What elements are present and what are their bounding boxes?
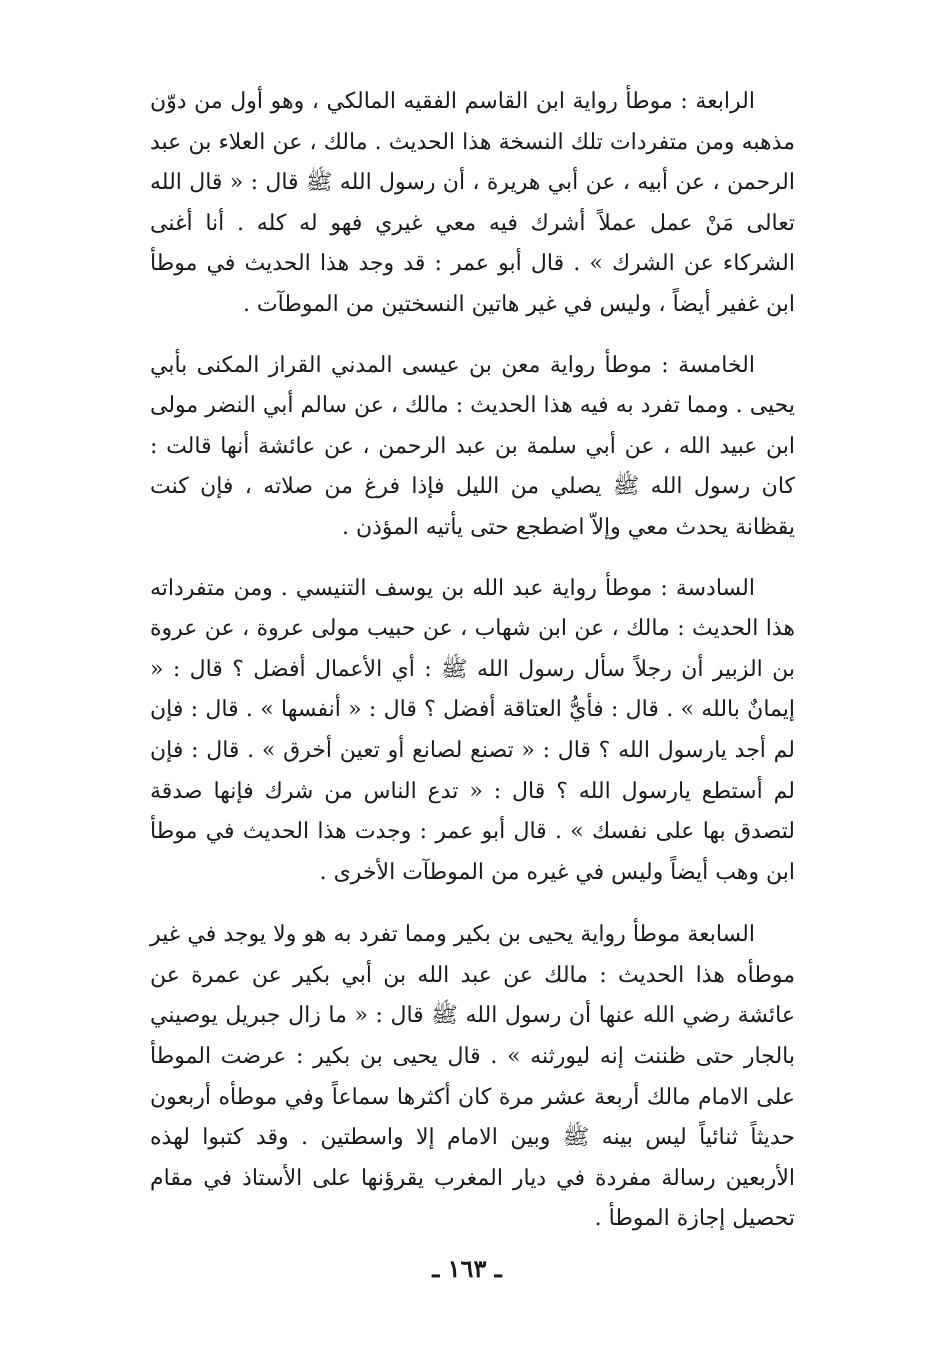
paragraph-spacer bbox=[150, 893, 795, 915]
paragraph-fourth: الرابعة : موطأ رواية ابن القاسم الفقيه المالكي ، وهو أول من دوّن مذهبه ومن متفردات تلك النسخة هذا الحديث . مالك ، عن العلاء بن عبد الرحمن ، عن أبيه ، عن أبي هريرة ، أن رسول الله ﷺ قال : « قال الله تعالى مَنْ عمل عملاً أشرك فيه معي غيري فهو له كله . أنا أغنى الشركاء عن الشرك » . قال أبو عمر : قد وجد هذا الحديث في موطأ ابن غفير أيضاً ، وليس في غير هاتين النسختين من الموطآت . bbox=[150, 89, 795, 317]
paragraph-fifth: الخامسة : موطأ رواية معن بن عيسى المدني القراز المكنى بأبي يحيى . ومما تفرد به فيه هذا الحديث : مالك ، عن سالم أبي النضر مولى ابن عبيد الله ، عن أبي سلمة بن عبد الرحمن ، عن عائشة أنها قالت : كان رسول الله ﷺ يصلي من الليل فإذا فرغ من صلاته ، فإن كنت يقظانة يحدث معي وإلاّ اضطجع حتى يأتيه المؤذن . bbox=[150, 352, 795, 540]
paragraph-spacer bbox=[150, 549, 795, 569]
page-body bbox=[150, 82, 795, 1240]
paragraph-spacer bbox=[150, 326, 795, 346]
paragraph-sixth: السادسة : موطأ رواية عبد الله بن يوسف التنيسي . ومن متفرداته هذا الحديث : مالك ، عن ابن شهاب ، عن حبيب مولى عروة ، عن عروة بن الزبير أن رجلاً سأل رسول الله ﷺ : أي الأعمال أفضل ؟ قال : « إيمانٌ بالله » . قال : فأيُّ العتاقة أفضل ؟ قال : « أنفسها » . قال : فإن لم أجد يارسول الله ؟ قال : « تصنع لصانع أو تعين أخرق » . قال : فإن لم أستطع يارسول الله ؟ قال : « تدع الناس من شرك فإنها صدقة لتصدق بها على نفسك » . قال أبو عمر : وجدت هذا الحديث في موطأ ابن وهب أيضاً وليس في غيره من الموطآت الأخرى . bbox=[150, 575, 795, 885]
page-number: ـ ١٦٣ ـ bbox=[432, 1254, 502, 1283]
paragraph-seventh: السابعة موطأ رواية يحيى بن بكير ومما تفرد به هو ولا يوجد في غير موطأه هذا الحديث : مالك عن عبد الله بن أبي بكير عن عمرة عن عائشة رضي الله عنها أن رسول الله ﷺ قال : « ما زال جبريل يوصيني بالجار حتى ظننت إنه ليورثنه » . قال يحيى بن بكير : عرضت الموطأ على الامام مالك أربعة عشر مرة كان أكثرها سماعاً وفي موطأه أربعون حديثاً ثنائياً ليس بينه ﷺ وبين الامام إلا واسطتين . وقد كتبوا لهذه الأربعين رسالة مفردة في ديار المغرب يقرؤنها على الأستاذ في مقام تحصيل إجازة الموطأ . bbox=[150, 922, 795, 1232]
